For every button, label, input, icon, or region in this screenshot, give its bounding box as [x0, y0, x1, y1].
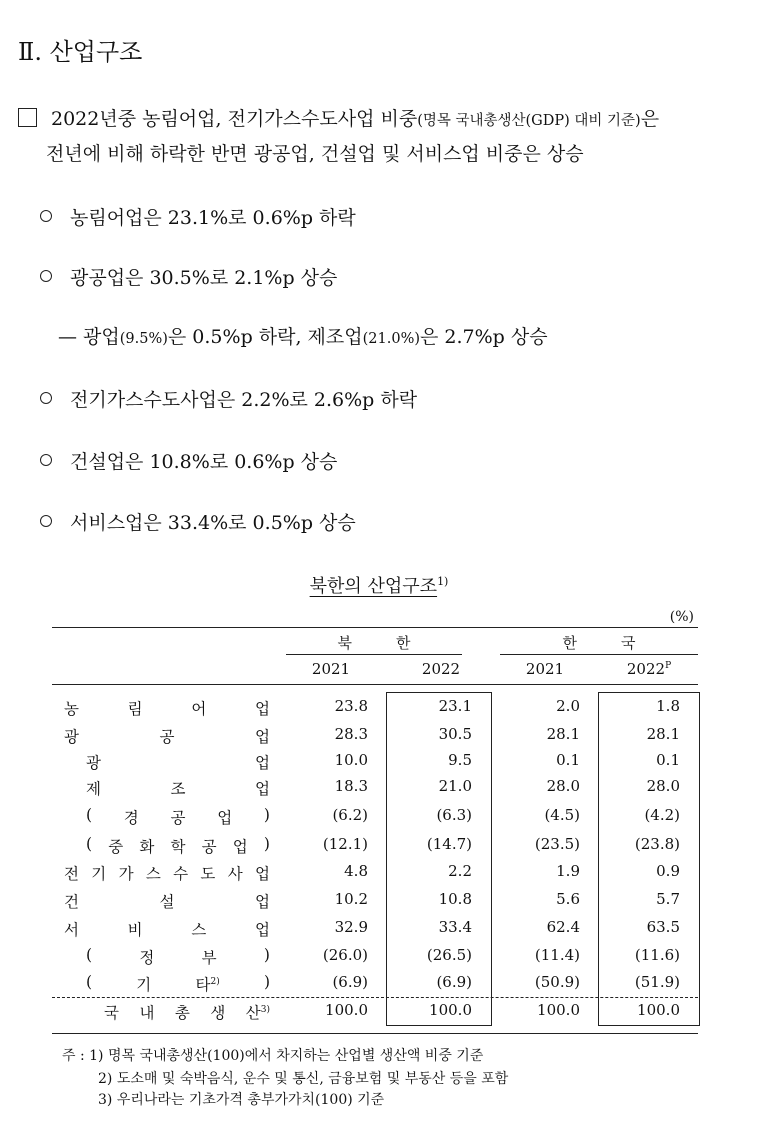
row-label-char: 사 [227, 865, 243, 883]
table-cell: 10.0 [334, 751, 368, 769]
row-label [86, 751, 270, 773]
row-label-char: ( [86, 806, 93, 824]
bullet-item [40, 203, 356, 230]
bullet-text: 광공업은 30.5%로 2.1%p 상승 [70, 267, 338, 289]
table-cell: (6.3) [436, 806, 472, 824]
circle-bullet-icon [40, 454, 52, 466]
sub-bullet-item [58, 322, 548, 349]
group-header-char: 한 [562, 634, 577, 652]
year-header-text: 2022 [626, 660, 666, 678]
table-cell: 0.1 [556, 751, 580, 769]
group-header-char: 북 [337, 634, 352, 652]
circle-bullet-icon [40, 392, 52, 404]
table-cell: 100.0 [429, 1001, 472, 1019]
row-label-char: 가 [118, 865, 134, 883]
year-header [604, 660, 694, 678]
year-header: 2022 [421, 660, 461, 678]
table-cell: 23.8 [334, 697, 368, 715]
table-cell: (11.4) [534, 946, 580, 964]
row-label [64, 725, 270, 747]
row-label-char: ( [86, 946, 93, 964]
row-label-char: 공 [201, 838, 217, 856]
row-label-char: 비 [127, 921, 143, 939]
row-label-char: ( [86, 835, 93, 853]
row-label-char: 중 [108, 838, 124, 856]
lead-paragraph-line2: 전년에 비해 하락한 반면 광공업, 건설업 및 서비스업 비중은 상승 [46, 143, 584, 165]
table-cell: (6.2) [332, 806, 368, 824]
row-label-char: 업 [232, 838, 248, 856]
table-unit: (%) [669, 609, 694, 625]
row-label-char: 내 [139, 1004, 155, 1022]
row-label-char: 림 [127, 700, 143, 718]
row-label-char: 조 [170, 780, 186, 798]
table-title [0, 572, 758, 598]
dash-text-b-small: (21.0%) [362, 331, 421, 347]
row-label-char: 업 [255, 893, 270, 911]
row-label [64, 890, 270, 912]
year-header: 2021 [525, 660, 565, 678]
bullet-text: 건설업은 10.8%로 0.6%p 상승 [70, 451, 338, 473]
bullet-text: 서비스업은 33.4%로 0.5%p 상승 [70, 512, 356, 534]
table-cell: 28.3 [334, 725, 368, 743]
row-label-char: 업 [255, 700, 270, 718]
row-label-char: 생 [210, 1004, 226, 1022]
table-cell: 2.2 [448, 862, 472, 880]
table-cell: 28.1 [546, 725, 580, 743]
footnote: 2) 도소매 및 숙박음식, 운수 및 통신, 금융보험 및 부동산 등을 포함 [98, 1071, 509, 1087]
table-cell: (4.2) [644, 806, 680, 824]
table-cell: (12.1) [322, 835, 368, 853]
table-cell: (6.9) [332, 973, 368, 991]
dash-text-b: 은 0.5%p 하락, 제조업 [167, 326, 363, 348]
row-label-char: 설 [159, 893, 175, 911]
table-cell: 9.5 [448, 751, 472, 769]
table-cell: 30.5 [438, 725, 472, 743]
row-label-char: 타$^{2)}$ [195, 976, 220, 994]
section-title: Ⅱ. 산업구조 [18, 38, 143, 66]
row-label-char: 기 [136, 976, 152, 994]
row-label [86, 806, 270, 828]
lead-text-a: 2022년중 농림어업, 전기가스수도사업 비중 [51, 108, 418, 130]
dash-text-c: 은 2.7%p 상승 [420, 326, 548, 348]
table-cell: 4.8 [344, 862, 368, 880]
table-cell: (6.9) [436, 973, 472, 991]
row-label-char: 기 [91, 865, 107, 883]
circle-bullet-icon [40, 515, 52, 527]
row-label-char: 농 [64, 700, 79, 718]
row-label-char: 서 [64, 921, 79, 939]
table-cell: 62.4 [546, 918, 580, 936]
table-cell: (23.5) [534, 835, 580, 853]
row-label-char: 업 [255, 921, 270, 939]
row-label-char: 산$^{3)}$ [245, 1004, 270, 1022]
row-label-char: 학 [170, 838, 186, 856]
footnote: 3) 우리나라는 기초가격 총부가가치(100) 기준 [98, 1092, 385, 1108]
row-label-char: ) [263, 806, 270, 824]
table-cell: 28.0 [546, 777, 580, 795]
row-label-note: 3) [260, 1004, 270, 1015]
table-cell: 1.9 [556, 862, 580, 880]
table-cell: (50.9) [534, 973, 580, 991]
year-header: 2021 [311, 660, 351, 678]
group-header-char: 국 [621, 634, 636, 652]
bullet-item [40, 385, 417, 412]
row-label-char: 건 [64, 893, 79, 911]
row-label-char: 화 [139, 838, 155, 856]
table-cell: 28.0 [646, 777, 680, 795]
group-header-north-korea [286, 632, 462, 653]
table-cell: 10.2 [334, 890, 368, 908]
bullet-item [40, 263, 337, 290]
row-label-char: 업 [254, 865, 270, 883]
table-cell: (11.6) [634, 946, 680, 964]
table-cell: 2.0 [556, 697, 580, 715]
dash-text-a-small: (9.5%) [119, 331, 168, 347]
row-label-char: 업 [217, 809, 233, 827]
bullet-text: 전기가스수도사업은 2.2%로 2.6%p 하락 [70, 389, 418, 411]
table-bottom-rule [52, 1033, 698, 1034]
row-label [64, 697, 270, 719]
table-cell: 23.1 [438, 697, 472, 715]
group-header-south-korea [500, 632, 698, 653]
table-cell: 18.3 [334, 777, 368, 795]
table-cell: 21.0 [438, 777, 472, 795]
row-label-char: 수 [173, 865, 189, 883]
dash-text-a: — 광업 [58, 326, 120, 348]
row-label-char: ) [263, 973, 270, 991]
row-label-char: ) [263, 835, 270, 853]
row-label-char: 제 [86, 780, 101, 798]
row-label [86, 946, 270, 968]
table-cell: 32.9 [334, 918, 368, 936]
row-label [86, 973, 270, 995]
table-header-rule [52, 684, 698, 685]
bullet-text: 농림어업은 23.1%로 0.6%p 하락 [70, 207, 356, 229]
table-cell: 0.1 [656, 751, 680, 769]
row-label-char: 업 [255, 780, 270, 798]
row-label [64, 918, 270, 940]
group-header-char: 한 [396, 634, 411, 652]
row-label-char: 공 [170, 809, 186, 827]
row-label [86, 777, 270, 799]
table-cell: 100.0 [537, 1001, 580, 1019]
table-cell: 5.7 [656, 890, 680, 908]
table-cell: 1.8 [656, 697, 680, 715]
row-label-char: 전 [64, 865, 79, 883]
preliminary-mark: P [665, 661, 672, 671]
row-label-char: 광 [64, 728, 79, 746]
row-label-char: 광 [86, 754, 101, 772]
table-cell: (14.7) [426, 835, 472, 853]
table-cell: (26.5) [426, 946, 472, 964]
table-cell: 100.0 [637, 1001, 680, 1019]
row-label-char: 스 [191, 921, 207, 939]
row-label-char: 업 [255, 728, 270, 746]
row-label-char: 스 [145, 865, 161, 883]
row-label [64, 862, 270, 884]
row-label-char: 어 [191, 700, 207, 718]
row-label-char: 총 [174, 1004, 190, 1022]
row-label-char: ( [86, 973, 93, 991]
table-cell: (23.8) [634, 835, 680, 853]
row-label-char: 정 [139, 949, 155, 967]
bullet-item [40, 447, 337, 474]
table-cell: 63.5 [646, 918, 680, 936]
row-label [86, 835, 270, 857]
row-label-char: 경 [123, 809, 139, 827]
table-cell: 5.6 [556, 890, 580, 908]
table-title-text: 북한의 산업구조 [309, 576, 438, 597]
bullet-item [40, 508, 356, 535]
table-cell: 100.0 [325, 1001, 368, 1019]
footnote: 주 : 1) 명목 국내총생산(100)에서 차지하는 산업별 생산액 비중 기준 [62, 1048, 484, 1064]
circle-bullet-icon [40, 270, 52, 282]
nk-group-rule [286, 654, 462, 655]
row-label-char: 국 [104, 1004, 119, 1022]
lead-text-b: 은 [640, 108, 660, 130]
table-cell: (4.5) [544, 806, 580, 824]
row-label [104, 1001, 270, 1023]
table-cell: 28.1 [646, 725, 680, 743]
row-label-char: 공 [159, 728, 175, 746]
row-label-char: 부 [201, 949, 217, 967]
row-label-char: 업 [255, 754, 270, 772]
table-title-note: 1) [437, 575, 449, 588]
row-label-char: ) [263, 946, 270, 964]
table-cell: (51.9) [634, 973, 680, 991]
checkbox-square-icon [18, 108, 37, 127]
lead-paragraph-line1 [18, 103, 659, 137]
row-label-note: 2) [210, 976, 220, 987]
row-label-char: 도 [200, 865, 216, 883]
table-cell: 10.8 [438, 890, 472, 908]
circle-bullet-icon [40, 210, 52, 222]
table-cell: (26.0) [322, 946, 368, 964]
table-top-rule [52, 627, 698, 628]
sk-group-rule [500, 654, 698, 655]
lead-text-small: (명목 국내총생산(GDP) 대비 기준) [417, 113, 641, 129]
table-cell: 0.9 [656, 862, 680, 880]
table-cell: 33.4 [438, 918, 472, 936]
